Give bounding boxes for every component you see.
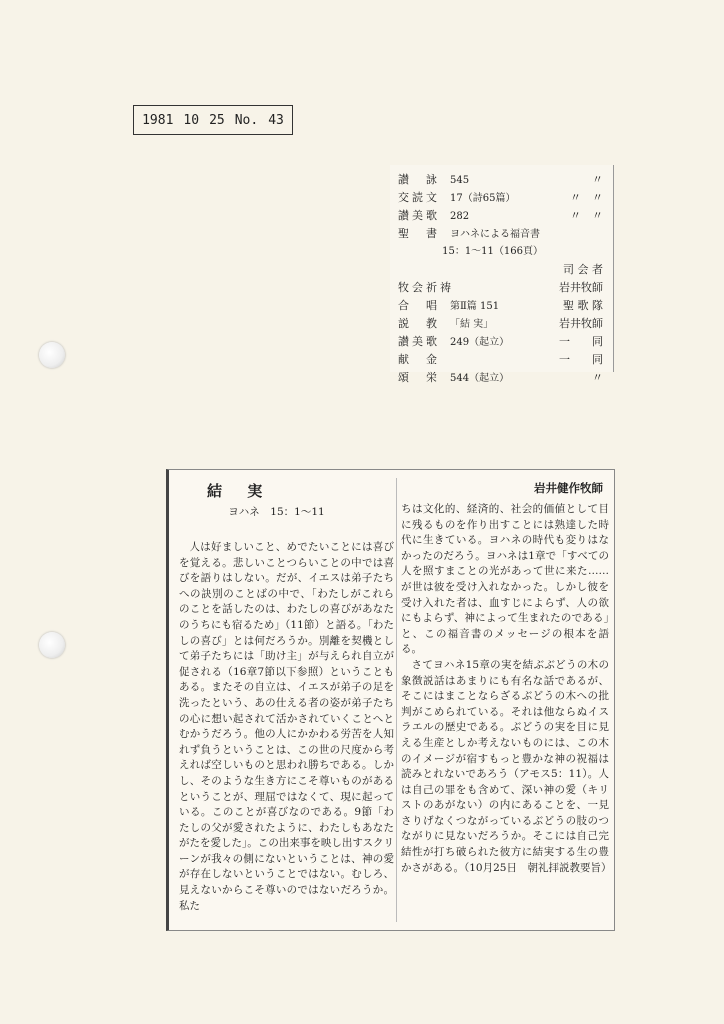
service-row: 合 唱 第Ⅱ篇 151 聖 歌 隊	[398, 299, 603, 312]
service-row: 15：1〜11（166頁）	[442, 246, 543, 257]
date-stamp	[133, 105, 293, 135]
order-of-service-clipping	[390, 165, 614, 384]
service-row: 説 教 「結 実」 岩井牧師	[398, 317, 603, 330]
sermon-left-column	[179, 480, 394, 914]
punch-hole-upper	[39, 342, 65, 368]
service-row: 献 金 一 同	[398, 353, 603, 366]
service-row: 交読文 17（詩65篇） 〃 〃	[398, 191, 603, 204]
punch-hole-lower	[39, 632, 65, 658]
scripture-reference: ヨハネ 15：1〜11	[228, 506, 325, 518]
service-row: 司 会 者	[563, 263, 603, 276]
stamp-year: 1981	[142, 112, 174, 128]
service-row: 讃美歌 249（起立） 一 同	[398, 335, 603, 348]
sermon-author: 岩井健作牧師	[534, 481, 603, 495]
stamp-no-label: No.	[234, 112, 259, 128]
stamp-month: 10	[183, 112, 200, 128]
service-row: 頌 栄 544（起立） 〃	[398, 371, 603, 384]
service-row: 讃 詠 545 〃	[398, 173, 603, 186]
sermon-paragraph: ちは文化的、経済的、社会的価値として目に残るものを作り出すことには熟達した時代に生きている。ヨハネの時代も変りはなかったのだろう。ヨハネは1章で「すべての人を照すまことの光があって世に来た……が世は彼を受け入れなかった。しかし彼を受け入れた者は、血すじによらず、人の欲にもよらず、神によって生まれたのである」と、この福音書のメッセージの根本を語る。	[401, 503, 609, 656]
column-divider	[396, 478, 397, 922]
sermon-paragraph: さてヨハネ15章の実を結ぶぶどうの木の象徴説話はあまりにも有名な話であるが、そこにはまことならざるぶどうの木への批判がこめられている。それは他ならぬイスラエルの歴史である。ぶどうの実を目に見える生産としか考えないものには、この木のイメージが宿すもっと豊かな神の祝福は読みとれないであろう（アモス5：11）。人は自己の罪をも含めて、深い神の愛（キリストのあがない）の内にあることを、一見さりげなくつながっているぶどうの肢のつながりに見ないだろうか。そこには自己完結性が打ち破られた彼方に結実する生の豊かさがある。（10月25日 朝礼拝説教要旨）	[401, 658, 612, 874]
service-row: 讃美歌 282 〃 〃	[398, 209, 603, 222]
stamp-day: 25	[209, 112, 225, 128]
sermon-right-column	[401, 480, 612, 876]
sermon-clipping	[166, 469, 615, 931]
sermon-paragraph: 人は好ましいこと、めでたいことには喜びを覚える。悲しいことつらいことの中では喜びを語りはしない。だが、イエスは弟子たちへの訣別のことばの中で、「わたしがこれらのことを話したのは、わたしの喜びがあなたのうちにも宿るため」（11節）と語る。「わたしの喜び」とは何だろうか。別離を契機として弟子たちには「助け主」が与えられ自立が促される（16章7節以下参照）ということもある。またその自立は、イエスが弟子の足を洗ったという、あの仕える者の姿が弟子たちの心に想い起されて活かされていくことへとむかうだろう。他の人にかかわる労苦を人知れず負うということは、この世の尺度から考えれば空しいものと思われ勝ちである。しかし、そのような生き方にこそ尊いものがあるということが、理屈ではなくて、現に起っている。このことが喜びなのである。9節「わたしの父が愛されたように、わたしもあなたがたを愛した」。この出来事を映し出すスクリーンが我々の側にないということは、神の愛が存在しないということではない。むしろ、見えないからこそ尊いのではないだろうか。私た	[179, 541, 394, 912]
stamp-number: 43	[268, 112, 284, 128]
sermon-title: 結 実	[207, 482, 273, 500]
service-row: 聖 書 ヨハネによる福音書	[398, 227, 540, 240]
service-row: 牧会祈祷 岩井牧師	[398, 281, 603, 294]
